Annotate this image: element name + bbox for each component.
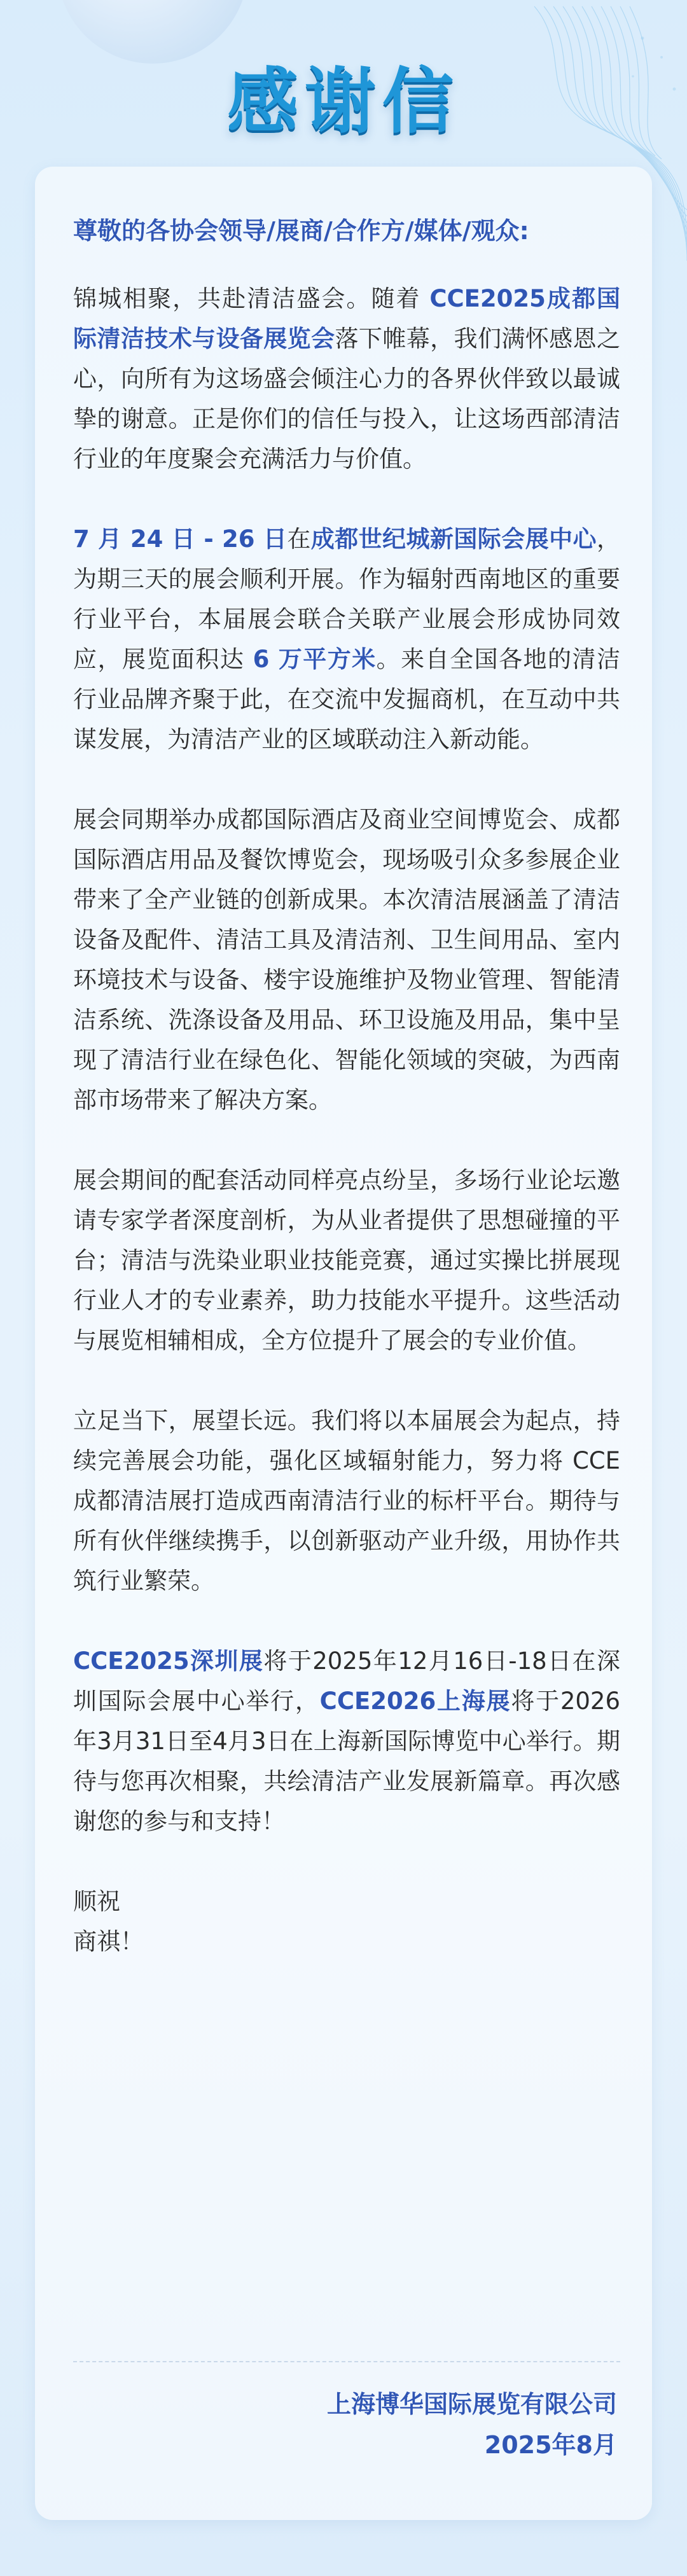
letter-title: 感谢信 — [227, 60, 460, 143]
event-text-rest: 。来自全国各地的清洁行业品牌齐聚于此，在交流中发掘商机，在互动中共谋发展，为清洁产业的区域联动注入新动能。 — [73, 646, 621, 753]
area-highlight: 6 万平方米 — [253, 646, 377, 673]
signature-company: 上海博华国际展览有限公司 — [326, 2390, 617, 2418]
paragraph-exhibits: 展会同期举办成都国际酒店及商业空间博览会、成都国际酒店用品及餐饮博览会，现场吸引众多参展企业带来了全产业链的创新成果。本次清洁展涵盖了清洁设备及配件、清洁工具及清洁剂、卫生间用品、室内环境技术与设备、楼宇设施维护及物业管理、智能清洁系统、洗涤设备及用品、环卫设施及用品，集中呈现了清洁行业在绿色化、智能化领域的突破，为西南部市场带来了解决方案。 — [73, 806, 620, 1114]
paragraph-upcoming-events — [73, 1641, 620, 1841]
signature-block — [327, 2384, 617, 2465]
shenzhen-expo-text: 将于2025年12月16日-18日在深圳国际会展中心举行， — [73, 1647, 620, 1715]
shanghai-expo-text: 将于2026年3月31日至4月3日在上海新国际博览中心举行。期待与您再次相聚，共绘清洁产业发展新篇章。再次感谢您的参与和支持！ — [73, 1687, 621, 1835]
venue-highlight: 成都世纪城新国际会展中心 — [310, 525, 597, 553]
signature-date: 2025年8月 — [484, 2431, 617, 2459]
shenzhen-expo-highlight: CCE2025深圳展 — [73, 1647, 264, 1675]
shanghai-expo-highlight: CCE2026上海展 — [319, 1687, 511, 1715]
paragraph-intro — [73, 279, 620, 479]
paragraph-outlook: 立足当下，展望长远。我们将以本届展会为起点，持续完善展会功能，强化区域辐射能力，努力将 CCE 成都清洁展打造成西南清洁行业的标杆平台。期待与所有伙伴继续携手，以创新驱动产业升级，用协作共筑行业繁荣。 — [73, 1407, 620, 1595]
paragraph-event-details — [73, 519, 620, 759]
paragraph-activities: 展会期间的配套活动同样亮点纷呈，多场行业论坛邀请专家学者深度剖析，为从业者提供了思想碰撞的平台；清洁与洗染业职业技能竞赛，通过实操比拼展现行业人才的专业素养，助力技能水平提升。这些活动与展览相辅相成，全方位提升了展会的专业价值。 — [73, 1167, 620, 1354]
event-text-connector: 在 — [287, 525, 311, 553]
closing-regards: 商祺！ — [73, 1928, 144, 1955]
signature-divider — [73, 2361, 620, 2362]
letter-greeting: 尊敬的各协会领导/展商/合作方/媒体/观众: — [73, 217, 529, 245]
event-text: ，为期三天的展会顺利开展。作为辐射西南地区的重要行业平台，本届展会联合关联产业展会形成协同效应，展览面积达 — [73, 525, 620, 673]
intro-text-rest: 落下帷幕，我们满怀感恩之心，向所有为这场盛会倾注心力的各界伙伴致以最诚挚的谢意。正是你们的信任与投入，让这场西部清洁行业的年度聚会充满活力与价值。 — [73, 325, 620, 473]
intro-text: 锦城相聚，共赴清洁盛会。随着 — [73, 285, 430, 312]
letter-body — [73, 211, 620, 1962]
closing-wish: 顺祝 — [73, 1888, 120, 1915]
event-dates-highlight: 7 月 24 日 - 26 日 — [73, 525, 288, 553]
expo-name-highlight: CCE2025成都国际清洁技术与设备展览会 — [73, 285, 621, 352]
